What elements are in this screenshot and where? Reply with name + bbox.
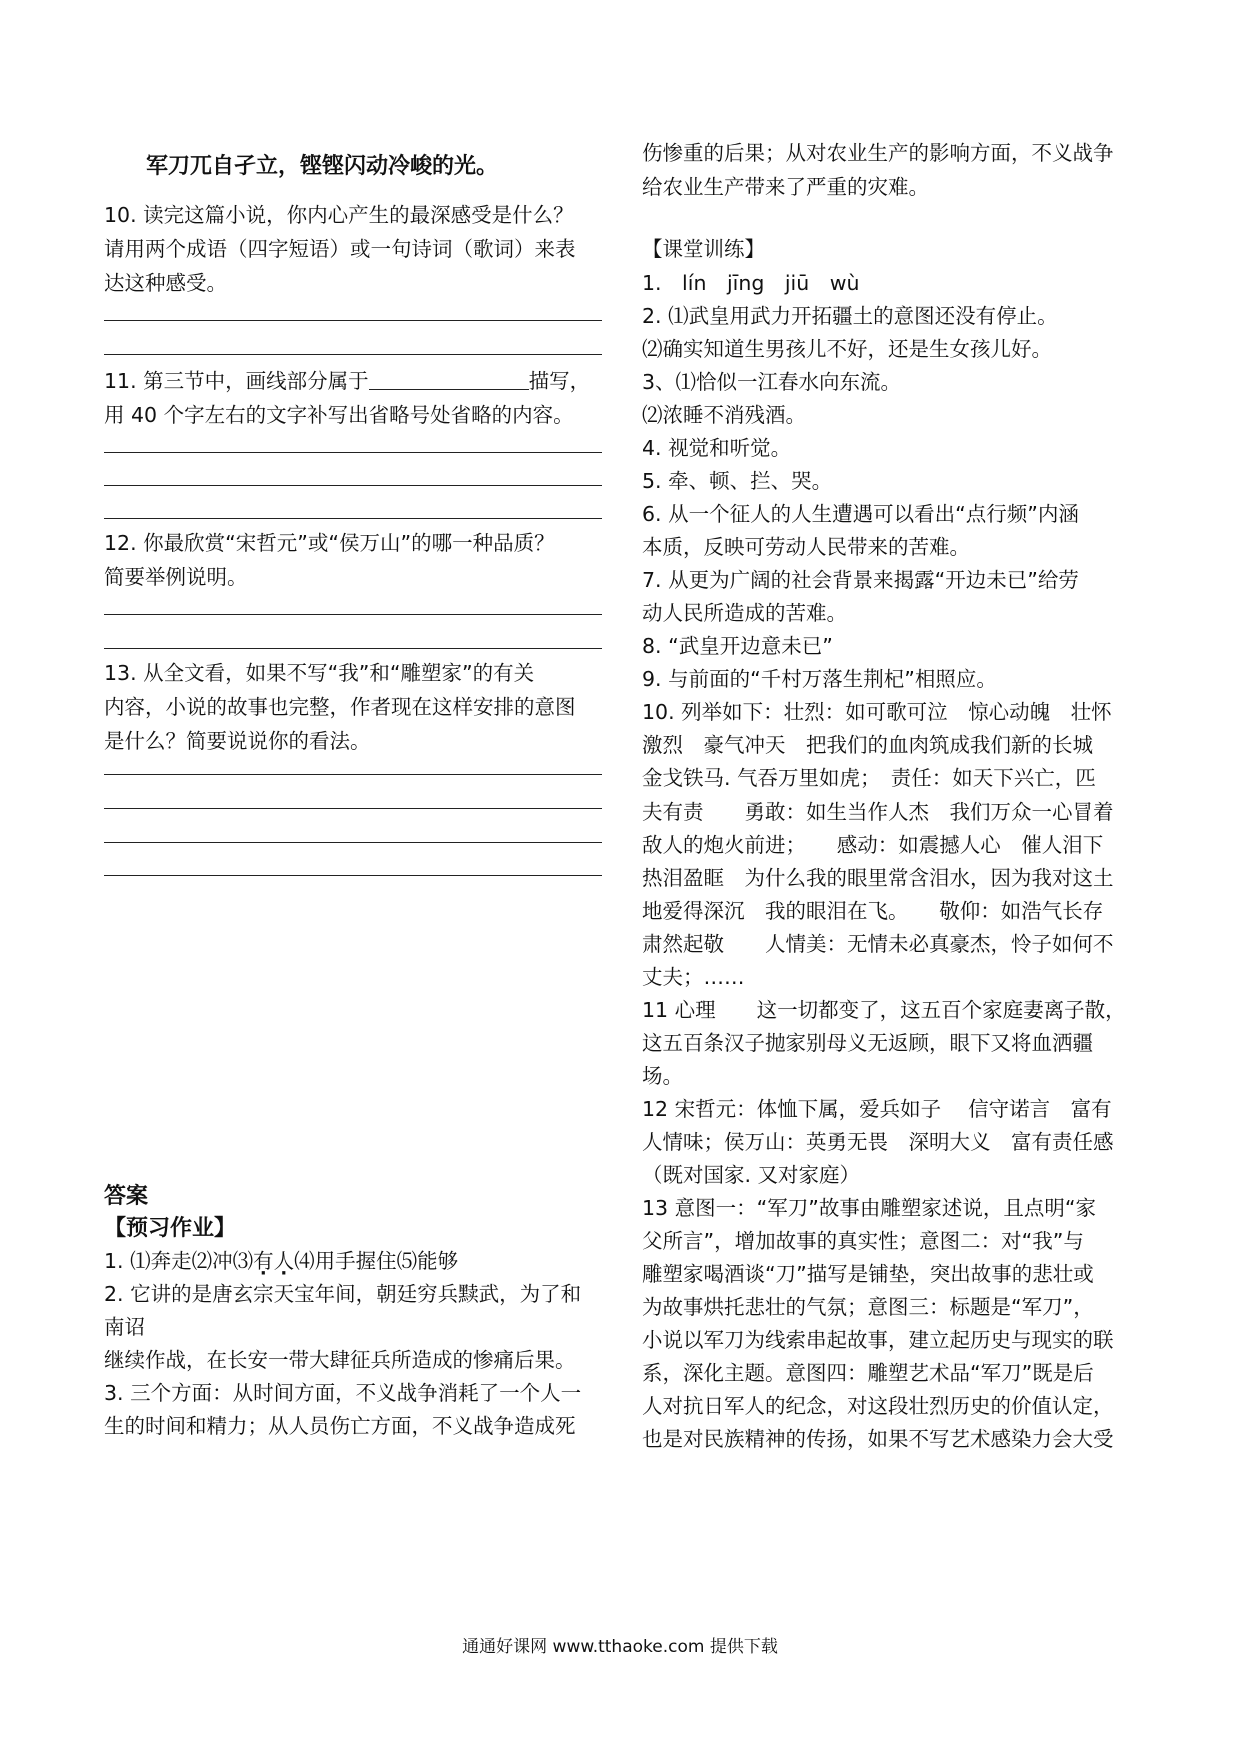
answers-heading: 答案 [104, 1184, 149, 1209]
question-11-text-end: 描写， [528, 369, 591, 393]
answer-line [104, 518, 602, 519]
answer-line [104, 875, 602, 876]
answer-line-text: 本质，反映可劳动人民带来的苦难。 [642, 535, 970, 560]
answer-line [104, 842, 602, 843]
question-10-line-3: 达这种感受。 [104, 271, 227, 295]
continuation-line: 伤惨重的后果；从对农业生产的影响方面，不义战争 [642, 141, 1114, 165]
dotted-char: 有 [253, 1249, 274, 1273]
answer-line-text: 金戈铁马. 气吞万里如虎； 责任：如天下兴亡，匹 [642, 766, 1096, 791]
dotted-char: 人 [273, 1249, 295, 1273]
question-13-line-3: 是什么？简要说说你的看法。 [104, 729, 371, 753]
answer-line-text: 9. 与前面的“千村万落生荆杞”相照应。 [642, 667, 997, 692]
answer-line-text: 也是对民族精神的传扬，如果不写艺术感染力会大受 [642, 1427, 1114, 1451]
preview-line: 2. 它讲的是唐玄宗天宝年间，朝廷穷兵黩武，为了和 [104, 1282, 582, 1306]
answer-line-text: 8. “武皇开边意未已” [642, 634, 833, 659]
question-12-line-2: 简要举例说明。 [104, 565, 248, 589]
preview-line: 南诏 [104, 1315, 145, 1339]
answer-line-text: 11 心理 这一切都变了，这五百个家庭妻离子散， [642, 997, 1126, 1022]
preview-line: 3. 三个方面：从时间方面，不义战争消耗了一个人一 [104, 1381, 582, 1405]
answer-line-text: 雕塑家喝酒谈“刀”描写是铺垫，突出故事的悲壮或 [642, 1261, 1094, 1286]
preview-line: 继续作战，在长安一带大肆征兵所造成的惨痛后果。 [104, 1348, 576, 1372]
poem-line: 军刀兀自孑立，铿铿闪动冷峻的光。 [146, 154, 499, 179]
answer-line-text: 动人民所造成的苦难。 [642, 601, 847, 626]
answer-line-text: 系，深化主题。意图四：雕塑艺术品“军刀”既是后 [642, 1360, 1094, 1385]
preview-homework-heading: 【预习作业】 [104, 1216, 237, 1241]
answer-line-text: 热泪盈眶 为什么我的眼里常含泪水，因为我对这土 [642, 865, 1114, 890]
class-training-heading: 【课堂训练】 [642, 237, 765, 261]
answer-line-text: ⑵浓睡不消残酒。 [642, 403, 806, 428]
answer-line-text: 地爱得深沉 我的眼泪在飞。 敬仰：如浩气长存 [642, 898, 1104, 923]
answer-line-text: 丈夫；…… [642, 964, 745, 989]
preview-item-1-text: 1. ⑴奔走⑵冲⑶ [104, 1249, 254, 1273]
preview-item-1 [104, 1244, 458, 1278]
question-11-line-2: 用 40 个字左右的文字补写出省略号处省略的内容。 [104, 403, 574, 427]
answer-line [104, 648, 602, 649]
preview-line: 生的时间和精力；从人员伤亡方面，不义战争造成死 [104, 1414, 576, 1438]
preview-item-1-text-end: ⑷用手握住⑸能够 [294, 1249, 459, 1273]
answer-line-text: 为故事烘托悲壮的气氛；意图三：标题是“军刀”， [642, 1294, 1094, 1319]
answer-line-text: 这五百条汉子抛家别母义无返顾，眼下又将血洒疆 [642, 1030, 1093, 1055]
answer-line-text: 2. ⑴武皇用武力开拓疆土的意图还没有停止。 [642, 304, 1058, 328]
footer-credit: 通通好课网 www.tthaoke.com 提供下载 [462, 1637, 778, 1657]
question-13-line-2: 内容，小说的故事也完整，作者现在这样安排的意图 [104, 695, 576, 719]
answer-line-text: 肃然起敬 人情美：无情未必真豪杰，怜子如何不 [642, 931, 1114, 956]
question-11-line-1 [104, 364, 590, 398]
question-12-line-1: 12. 你最欣赏“宋哲元”或“侯万山”的哪一种品质？ [104, 531, 555, 555]
question-11-text: 11. 第三节中，画线部分属于 [104, 369, 369, 393]
question-10-line-1: 10. 读完这篇小说，你内心产生的最深感受是什么？ [104, 203, 574, 227]
question-13-line-1: 13. 从全文看，如果不写“我”和“雕塑家”的有关 [104, 661, 535, 685]
answer-line-text: ⑵确实知道生男孩儿不好，还是生女孩儿好。 [642, 337, 1052, 362]
answer-line-text: 12 宋哲元：体恤下属，爱兵如子 信守诺言 富有 [642, 1096, 1112, 1121]
answer-line [104, 774, 602, 775]
answer-line-text: 人情味；侯万山：英勇无畏 深明大义 富有责任感 [642, 1129, 1114, 1154]
answer-line-text: 人对抗日军人的纪念，对这段壮烈历史的价值认定， [642, 1394, 1114, 1418]
answer-line-text: 13 意图一：“军刀”故事由雕塑家述说，且点明“家 [642, 1195, 1096, 1220]
answer-line-text: 6. 从一个征人的人生遭遇可以看出“点行频”内涵 [642, 502, 1079, 527]
answer-line [104, 354, 602, 355]
answer-line-text: 1. lín jīng jiū wù [642, 271, 860, 295]
answer-line-text: 7. 从更为广阔的社会背景来揭露“开边未已”给劳 [642, 568, 1079, 593]
answer-line [104, 614, 602, 615]
answer-line [104, 485, 602, 486]
answer-line [104, 320, 602, 321]
answer-line-text: 激烈 豪气冲天 把我们的血肉筑成我们新的长城 [642, 733, 1093, 758]
answer-line-text: 10. 列举如下：壮烈：如可歌可泣 惊心动魄 壮怀 [642, 700, 1112, 725]
answer-line-text: （既对国家. 又对家庭） [642, 1162, 861, 1187]
continuation-line: 给农业生产带来了严重的灾难。 [642, 175, 929, 199]
answer-line [104, 808, 602, 809]
answer-line-text: 场。 [642, 1063, 683, 1088]
answer-line-text: 3、⑴恰似一江春水向东流。 [642, 370, 902, 395]
answer-line-text: 夫有责 勇敢：如生当作人杰 我们万众一心冒着 [642, 799, 1114, 824]
answer-line-text: 4. 视觉和听觉。 [642, 436, 792, 461]
answer-line-text: 5. 牵、顿、拦、哭。 [642, 469, 833, 494]
question-10-line-2: 请用两个成语（四字短语）或一句诗词（歌词）来表 [104, 237, 576, 261]
answer-line [104, 452, 602, 453]
answer-line-text: 敌人的炮火前进； 感动：如震撼人心 催人泪下 [642, 832, 1104, 857]
answer-line-text: 父所言”，增加故事的真实性；意图二：对“我”与 [642, 1228, 1084, 1253]
fill-blank [369, 369, 529, 390]
answer-line-text: 小说以军刀为线索串起故事，建立起历史与现实的联 [642, 1327, 1114, 1352]
